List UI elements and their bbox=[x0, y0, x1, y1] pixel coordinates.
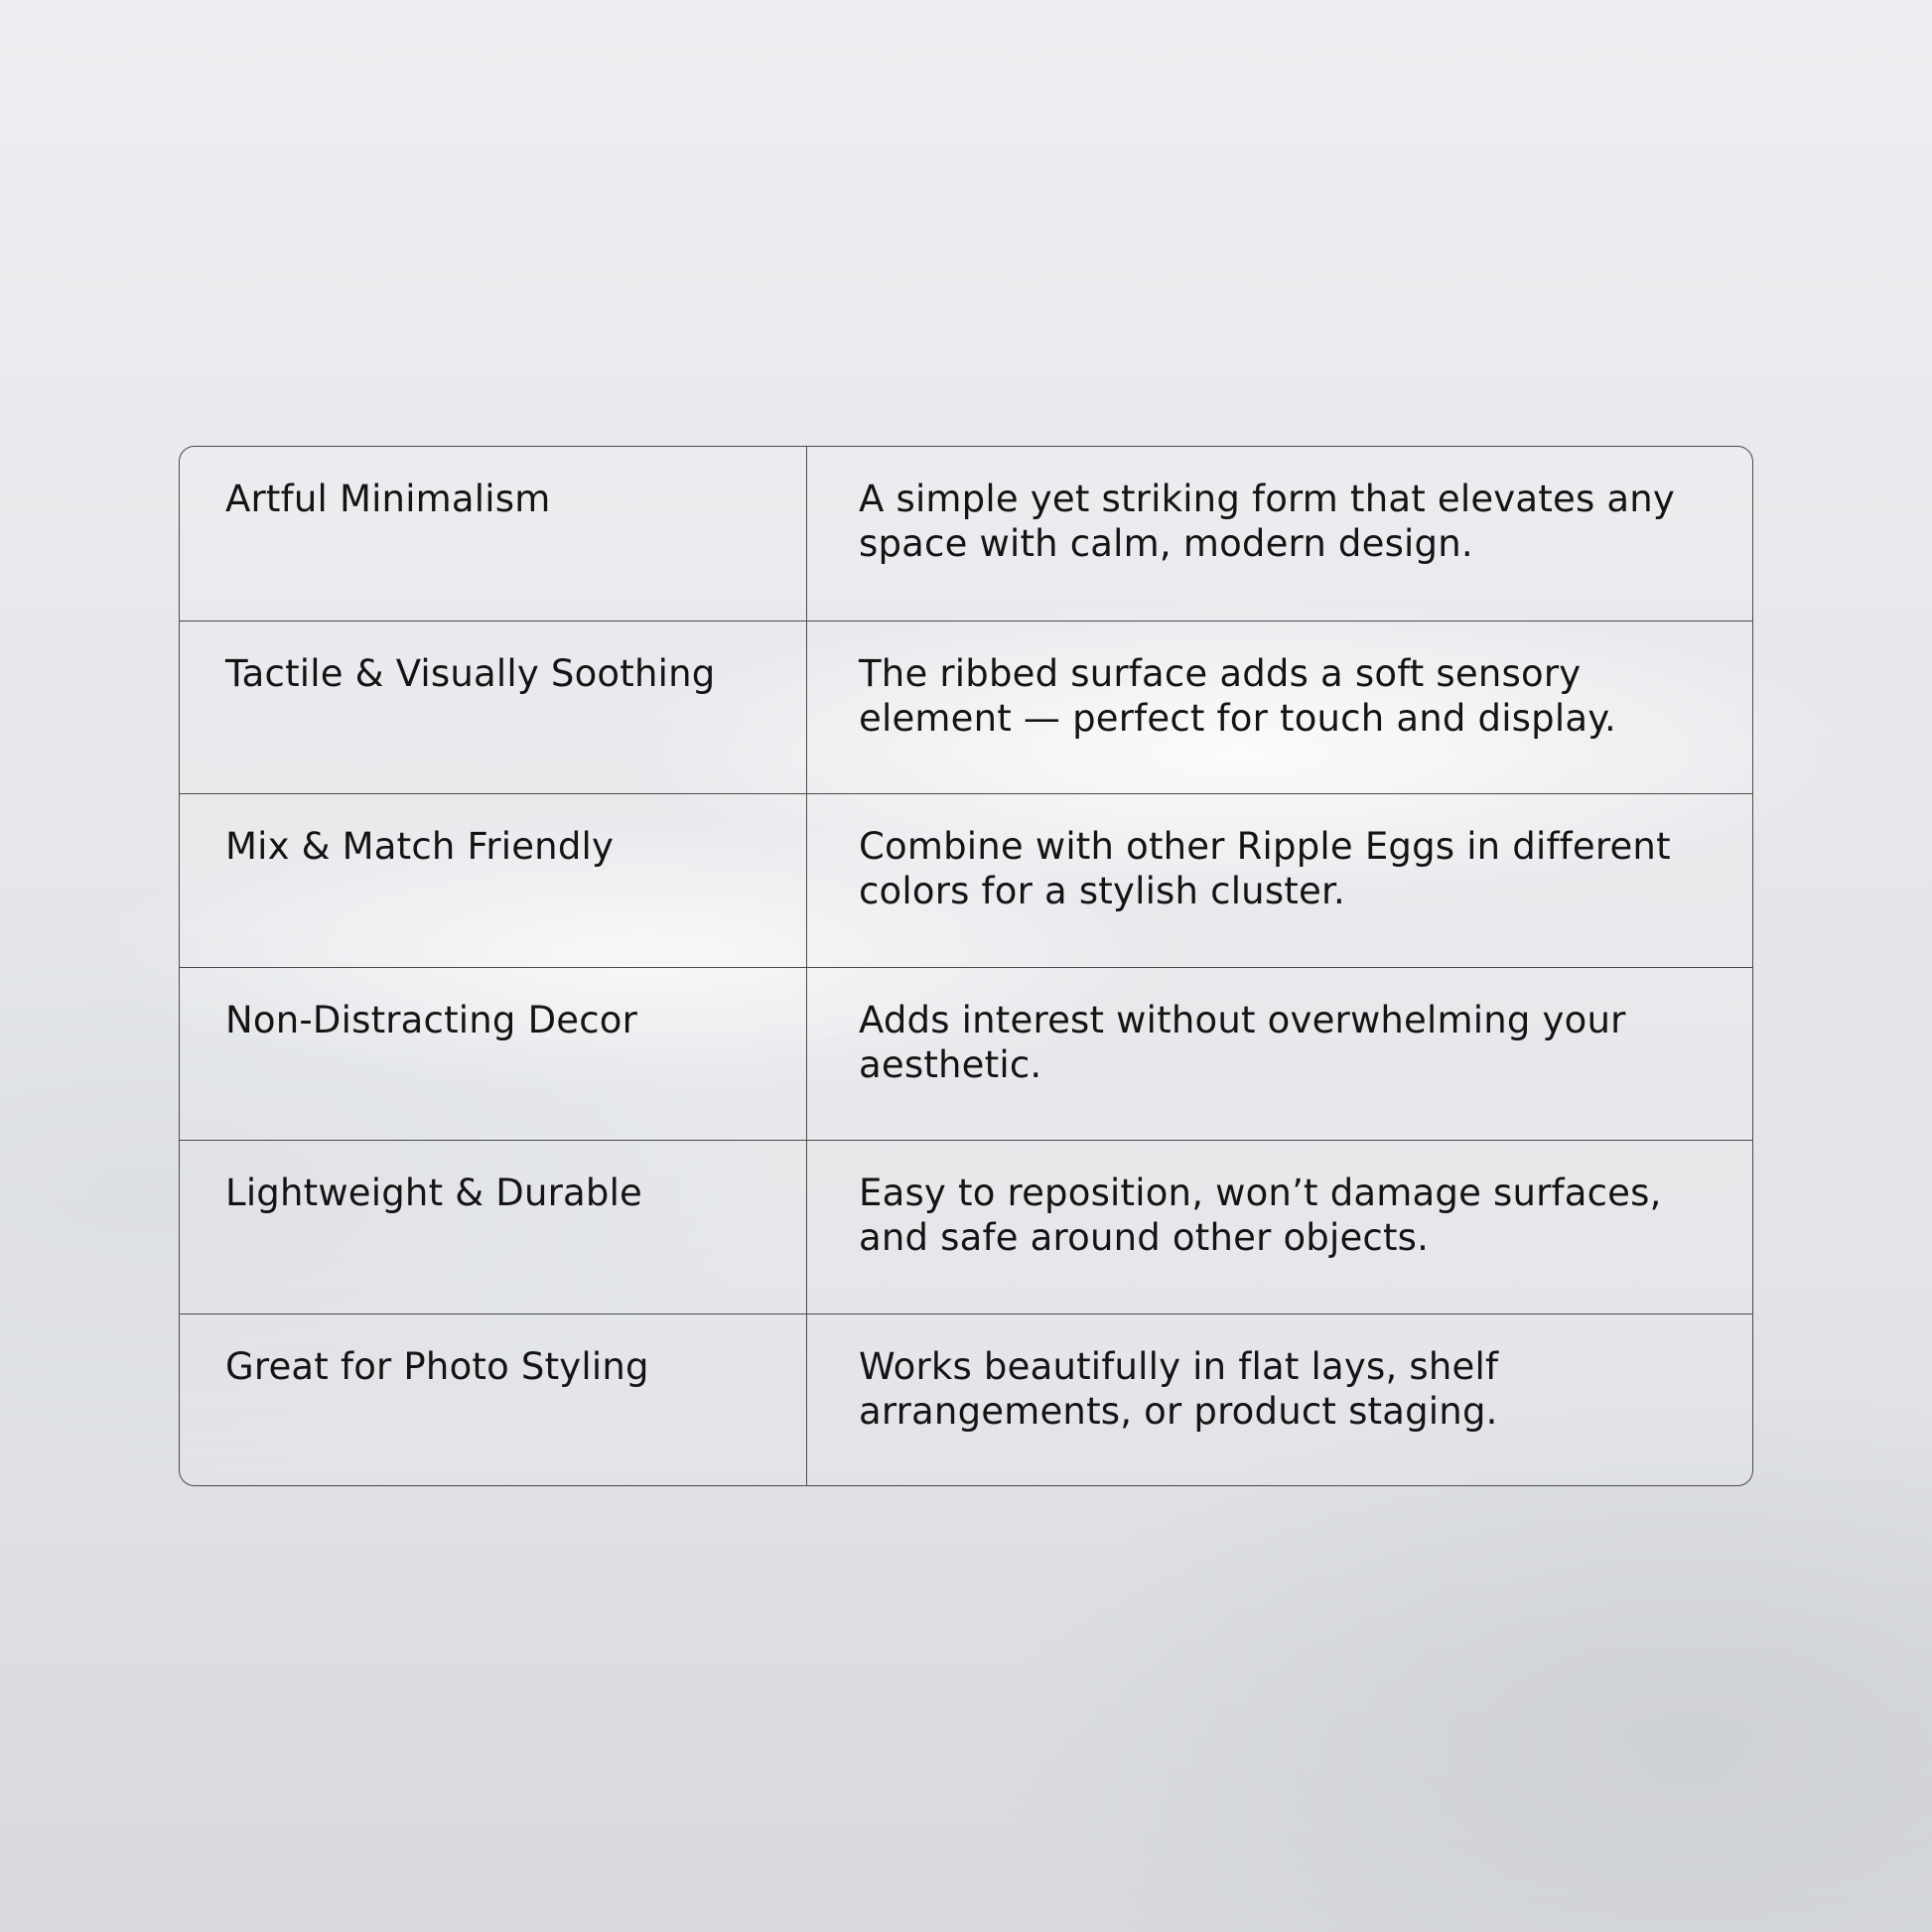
feature-table bbox=[179, 446, 1753, 1486]
feature-description: The ribbed surface adds a soft sensory element — perfect for touch and display. bbox=[859, 651, 1616, 740]
table-row bbox=[180, 1140, 1752, 1313]
table-row bbox=[180, 967, 1752, 1141]
feature-name: Non-Distracting Decor bbox=[180, 968, 807, 1141]
table-row bbox=[180, 621, 1752, 794]
feature-description: Adds interest without overwhelming your aesthetic. bbox=[859, 998, 1626, 1086]
feature-name: Artful Minimalism bbox=[180, 447, 807, 621]
feature-description: A simple yet striking form that elevates any space with calm, modern design. bbox=[859, 478, 1676, 565]
table-row bbox=[180, 447, 1752, 621]
feature-description: Works beautifully in flat lays, shelf arrangements, or product staging. bbox=[859, 1344, 1499, 1433]
table-row bbox=[180, 793, 1752, 967]
feature-name: Lightweight & Durable bbox=[180, 1141, 807, 1313]
feature-name: Tactile & Visually Soothing bbox=[180, 621, 807, 794]
feature-name: Mix & Match Friendly bbox=[180, 794, 807, 967]
feature-description: Combine with other Ripple Eggs in different colors for a stylish cluster. bbox=[859, 825, 1671, 912]
feature-name: Great for Photo Styling bbox=[180, 1314, 807, 1487]
table-row bbox=[180, 1313, 1752, 1487]
feature-description: Easy to reposition, won’t damage surfaces, and safe around other objects. bbox=[859, 1172, 1662, 1259]
